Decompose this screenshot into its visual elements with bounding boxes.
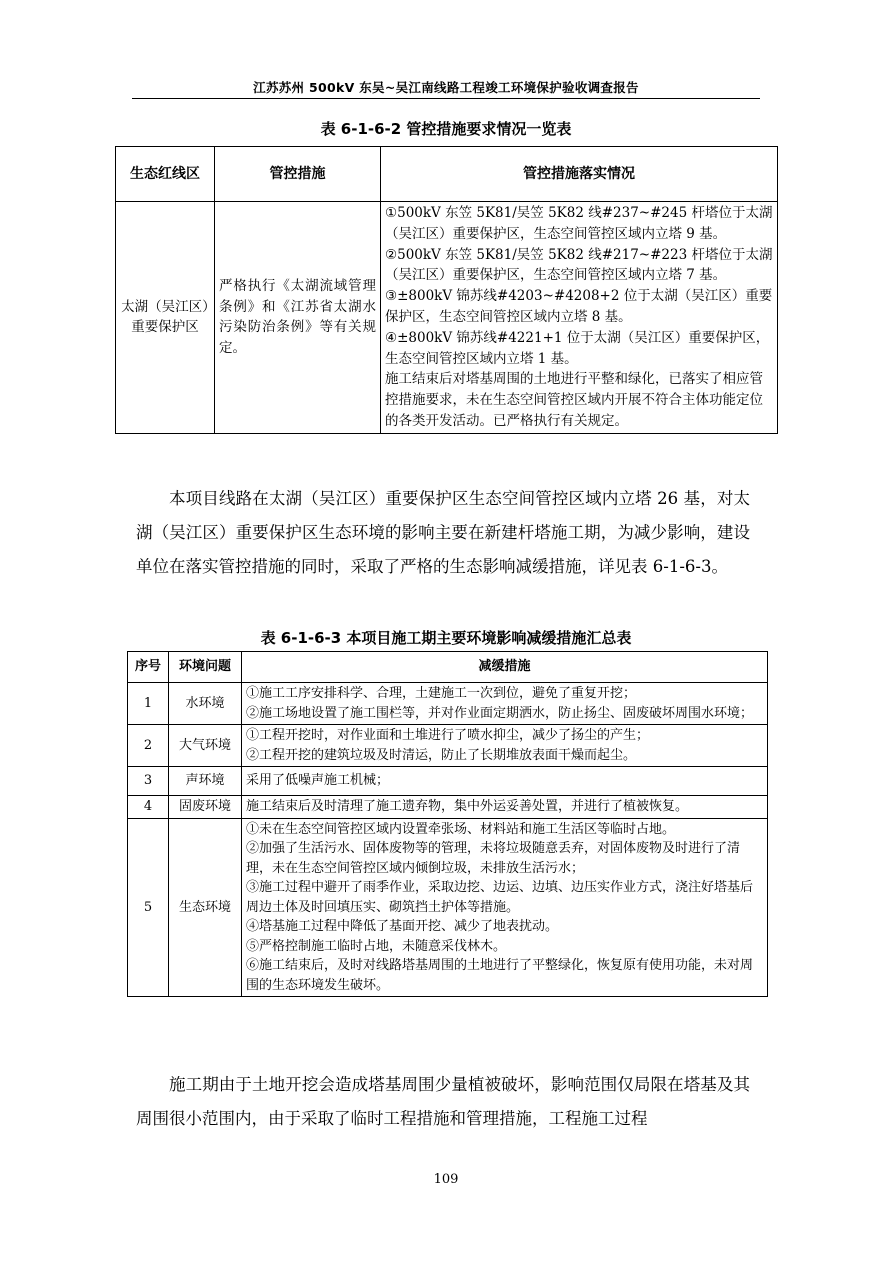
column-header: 环境问题	[169, 652, 242, 683]
column-header: 管控措施	[215, 147, 381, 202]
measure-item: ⑥施工结束后，及时对线路塔基周围的土地进行了平整绿化，恢复原有使用功能，未对周围的生态环境发生破坏。	[246, 958, 754, 993]
table-row	[128, 818, 768, 997]
mitigation-measures-table	[127, 651, 768, 997]
table-row	[128, 683, 768, 725]
measures-cell	[242, 818, 768, 997]
column-header: 管控措施落实情况	[381, 147, 778, 202]
measures-cell	[242, 796, 768, 819]
page-number: 109	[433, 1172, 459, 1187]
table-row	[128, 796, 768, 819]
issue-cell: 大气环境	[169, 725, 242, 767]
column-header: 减缓措施	[242, 652, 768, 683]
measure-item: 采用了低噪声施工机械；	[246, 773, 390, 789]
measure-item: ①未在生态空间管控区域内设置牵张场、材料站和施工生活区等临时占地。	[246, 821, 676, 837]
table-header-row	[128, 652, 768, 683]
measures-cell	[242, 683, 768, 725]
table2-caption: 表 6-1-6-3 本项目施工期主要环境影响减缓措施汇总表	[260, 629, 632, 647]
control-measures-table	[115, 146, 778, 434]
measure-cell: 严格执行《太湖流域管理条例》和《江苏省太湖水污染防治条例》等有关规定。	[215, 202, 381, 434]
table-row	[128, 725, 768, 767]
column-header: 序号	[128, 652, 169, 683]
measure-item: ⑤严格控制施工临时占地，未随意采伐林木。	[246, 938, 507, 954]
running-header: 江苏苏州 500kV 东吴~吴江南线路工程竣工环境保护验收调查报告	[253, 80, 639, 95]
measure-item: ②加强了生活污水、固体废物等的管理，未将垃圾随意丢弃，对固体废物及时进行了清理，未在生态空间管控区域内倾倒垃圾，未排放生活污水；	[246, 841, 741, 876]
table1-caption: 表 6-1-6-2 管控措施要求情况一览表	[320, 120, 572, 138]
header-rule	[132, 98, 760, 99]
row-number: 2	[128, 725, 169, 767]
implementation-item: ②500kV 东笠 5K81/吴笠 5K82 线#217~#223 杆塔位于太湖（吴江区）重要保护区，生态空间管控区域内立塔 7 基。	[385, 246, 773, 284]
table-row	[128, 767, 768, 796]
body-paragraph	[136, 1068, 750, 1136]
issue-cell: 生态环境	[169, 818, 242, 997]
issue-cell: 固废环境	[169, 796, 242, 819]
row-number: 4	[128, 796, 169, 819]
body-paragraph	[136, 482, 750, 584]
zone-cell: 太湖（吴江区）重要保护区	[116, 202, 215, 434]
implementation-item: 施工结束后对塔基周围的土地进行平整和绿化，已落实了相应管控措施要求，未在生态空间管控区域内开展不符合主体功能定位的各类开发活动。已严格执行有关规定。	[385, 371, 763, 429]
table-header-row	[116, 147, 778, 202]
measure-item: ④塔基施工过程中降低了基面开挖、减少了地表扰动。	[246, 919, 559, 934]
implementation-item: ①500kV 东笠 5K81/吴笠 5K82 线#237~#245 杆塔位于太湖（吴江区）重要保护区，生态空间管控区域内立塔 9 基。	[385, 205, 773, 242]
implementation-item: ③±800kV 锦苏线#4203~#4208+2 位于太湖（吴江区）重要保护区，生态空间管控区域内立塔 8 基。	[385, 288, 773, 325]
measure-item: 施工结束后及时清理了施工遗弃物，集中外运妥善处置，并进行了植被恢复。	[246, 799, 689, 814]
implementation-item: ④±800kV 锦苏线#4221+1 位于太湖（吴江区）重要保护区，生态空间管控区域内立塔 1 基。	[385, 329, 770, 367]
table-row	[116, 202, 778, 434]
measure-item: ①施工工序安排科学、合理，土建施工一次到位，避免了重复开挖；	[246, 686, 637, 701]
column-header: 生态红线区	[116, 147, 215, 202]
measures-cell	[242, 767, 768, 796]
measure-item: ③施工过程中避开了雨季作业，采取边挖、边运、边填、边压实作业方式，浇注好塔基后周边土体及时回填压实、砌筑挡土护体等措施。	[246, 880, 754, 915]
row-number: 1	[128, 683, 169, 725]
implementation-cell	[381, 202, 778, 434]
row-number: 5	[128, 818, 169, 997]
measure-item: ②工程开挖的建筑垃圾及时清运，防止了长期堆放表面干燥而起尘。	[246, 747, 637, 763]
issue-cell: 声环境	[169, 767, 242, 796]
measures-cell	[242, 725, 768, 767]
row-number: 3	[128, 767, 169, 796]
measure-item: ①工程开挖时，对作业面和土堆进行了喷水抑尘，减少了扬尘的产生；	[246, 728, 650, 743]
paragraph-text: 本项目线路在太湖（吴江区）重要保护区生态空间管控区域内立塔 26 基，对太湖（吴江区）重要保护区生态环境的影响主要在新建杆塔施工期，为减少影响，建设单位在落实管控措施的同时，采取了严格的生态影响减缓措施，详见表 6-1-6-3。	[136, 489, 750, 576]
paragraph-text: 施工期由于土地开挖会造成塔基周围少量植被破坏，影响范围仅局限在塔基及其周围很小范围内，由于采取了临时工程措施和管理措施，工程施工过程	[136, 1075, 750, 1128]
issue-cell: 水环境	[169, 683, 242, 725]
measure-item: ②施工场地设置了施工围栏等，并对作业面定期洒水，防止扬尘、固废破坏周围水环境；	[246, 705, 754, 721]
